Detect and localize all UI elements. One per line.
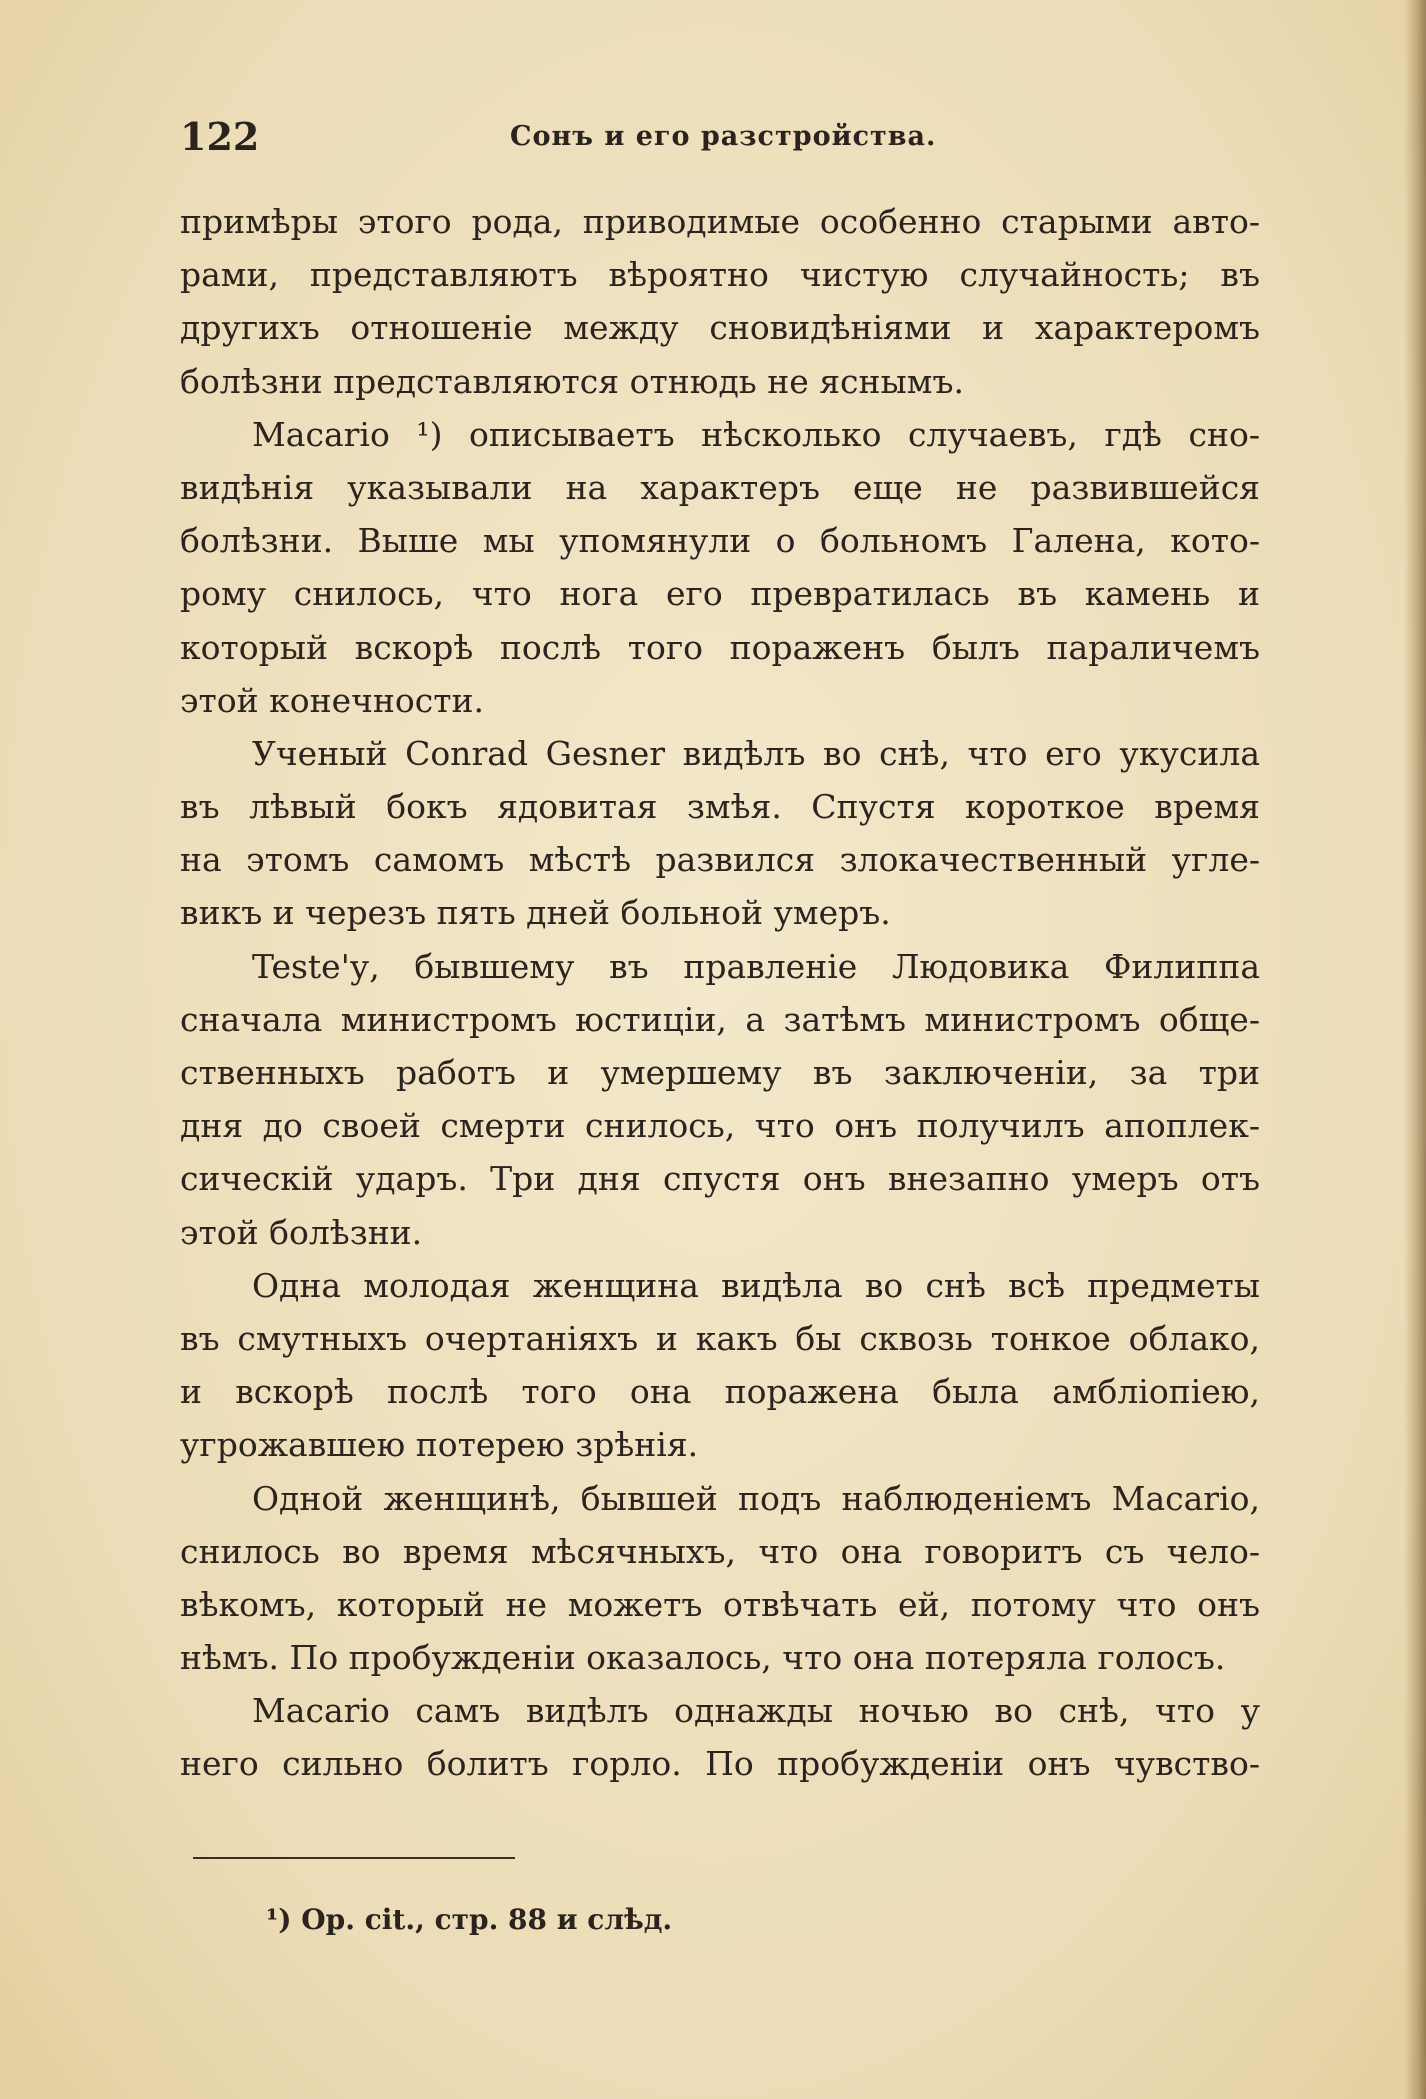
text-line: рами, представляютъ вѣроятно чистую случайность; въ <box>180 255 1260 295</box>
body-text <box>180 195 1260 1791</box>
text-line: угрожавшею потерею зрѣнія. <box>180 1425 699 1465</box>
text-line: Macario ¹) описываетъ нѣсколько случаевъ, гдѣ сно- <box>252 414 1260 454</box>
text-line: сическій ударъ. Три дня спустя онъ внезапно умеръ отъ <box>180 1159 1260 1199</box>
page-number: 122 <box>180 114 260 159</box>
text-line: рому снилось, что нога его превратилась въ камень и <box>180 574 1260 614</box>
text-line: Ученый Conrad Gesner видѣлъ во снѣ, что его укусила <box>252 733 1260 773</box>
running-title: Сонъ и его разстройства. <box>510 121 937 152</box>
text-line: снилось во время мѣсячныхъ, что она говоритъ съ чело- <box>180 1531 1260 1571</box>
text-line: другихъ отношеніе между сновидѣніями и характеромъ <box>180 308 1260 348</box>
page-edge-shadow <box>1404 0 1426 2099</box>
footnote: ¹) Op. cit., стр. 88 и слѣд. <box>266 1903 673 1936</box>
text-line: этой конечности. <box>180 680 485 720</box>
text-line: болѣзни представляются отнюдь не яснымъ. <box>180 361 964 401</box>
text-line: него сильно болитъ горло. По пробужденіи онъ чувство- <box>180 1744 1260 1784</box>
text-line: на этомъ самомъ мѣстѣ развился злокачественный угле- <box>180 840 1260 880</box>
paragraph <box>180 940 1260 1259</box>
paragraph <box>180 1472 1260 1685</box>
paragraph <box>180 1684 1260 1790</box>
text-line: ственныхъ работъ и умершему въ заключеніи, за три <box>180 1053 1260 1092</box>
text-line: который вскорѣ послѣ того пораженъ былъ параличемъ <box>180 627 1260 667</box>
text-line: вѣкомъ, который не можетъ отвѣчать ей, потому что онъ <box>180 1584 1260 1624</box>
text-line: въ смутныхъ очертаніяхъ и какъ бы сквозь тонкое облако, <box>180 1318 1260 1358</box>
text-line: примѣры этого рода, приводимые особенно старыми авто- <box>180 202 1260 241</box>
text-line: этой болѣзни. <box>180 1212 423 1252</box>
paragraph <box>180 1259 1260 1472</box>
text-line: видѣнія указывали на характеръ еще не развившейся <box>180 467 1260 507</box>
text-line: и вскорѣ послѣ того она поражена была амбліопіею, <box>180 1372 1260 1412</box>
text-line: нѣмъ. По пробужденіи оказалось, что она потеряла голосъ. <box>180 1638 1226 1678</box>
text-line: болѣзни. Выше мы упомянули о больномъ Галена, кото- <box>180 521 1260 561</box>
page-header <box>180 112 1260 162</box>
text-line: Одной женщинѣ, бывшей подъ наблюденіемъ Macario, <box>252 1478 1260 1518</box>
paragraph <box>180 408 1260 727</box>
text-line: сначала министромъ юстиціи, а затѣмъ министромъ обще- <box>180 999 1260 1039</box>
text-line: Одна молодая женщина видѣла во снѣ всѣ предметы <box>252 1265 1260 1305</box>
text-line: Teste'у, бывшему въ правленіе Людовика Филиппа <box>252 946 1260 986</box>
paragraph <box>180 727 1260 940</box>
text-line: дня до своей смерти снилось, что онъ получилъ апоплек- <box>180 1106 1260 1146</box>
text-line: въ лѣвый бокъ ядовитая змѣя. Спустя короткое время <box>180 787 1260 827</box>
footnote-rule <box>193 1857 515 1859</box>
paragraph <box>180 195 1260 408</box>
text-line: Macario самъ видѣлъ однажды ночью во снѣ, что у <box>252 1691 1260 1731</box>
text-line: викъ и черезъ пять дней больной умеръ. <box>180 893 891 933</box>
